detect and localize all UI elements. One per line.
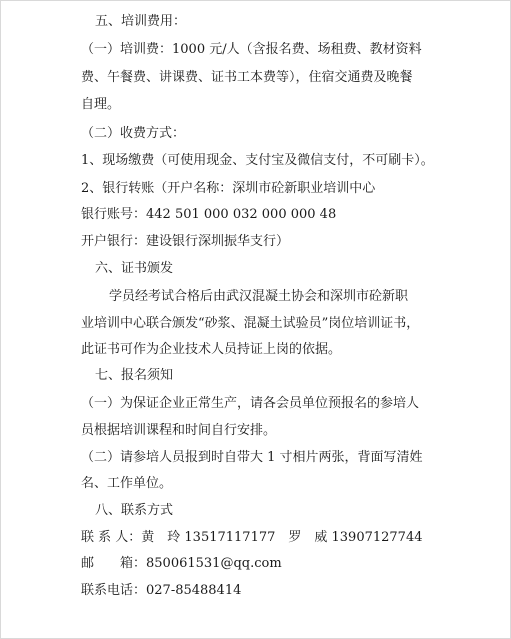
certificate-paragraph-3: 此证书可作为企业技术人员持证上岗的依据。 bbox=[81, 342, 342, 357]
section-heading-fees: 五、培训费用： bbox=[95, 14, 187, 29]
fee-amount-line: （一）培训费：1000 元/人（含报名费、场租费、教材资料 bbox=[81, 42, 422, 57]
certificate-paragraph-2: 业培训中心联合颁发“砂浆、混凝土试验员”岗位培训证书， bbox=[81, 316, 420, 331]
section-heading-certificate: 六、证书颁发 bbox=[95, 261, 174, 276]
payment-methods-heading: （二）收费方式： bbox=[81, 126, 186, 141]
fee-amount-line-cont: 费、午餐费、讲课费、证书工本费等），住宿交通费及晚餐 bbox=[81, 70, 413, 85]
section-heading-contact: 八、联系方式 bbox=[95, 503, 174, 518]
fee-amount-line-end: 自理。 bbox=[81, 97, 121, 112]
onsite-payment-line: 1、现场缴费（可使用现金、支付宝及微信支付，不可刷卡）。 bbox=[81, 153, 434, 168]
contact-persons-line: 联 系 人：黄 玲 13517117177 罗 威 13907127744 bbox=[81, 530, 423, 545]
bank-transfer-line: 2、银行转账（开户名称：深圳市砼新职业培训中心 bbox=[81, 181, 376, 196]
bank-account-line: 银行账号：442 501 000 032 000 000 48 bbox=[81, 207, 337, 222]
certificate-paragraph-1: 学员经考试合格后由武汉混凝土协会和深圳市砼新职 bbox=[109, 289, 409, 304]
bank-name-line: 开户银行：建设银行深圳振华支行） bbox=[81, 234, 290, 249]
registration-note-1: （一）为保证企业正常生产，请各会员单位预报名的参培人 bbox=[81, 396, 420, 411]
registration-note-1-cont: 员根据培训课程和时间自行安排。 bbox=[81, 423, 277, 438]
contact-phone-line: 联系电话：027-85488414 bbox=[81, 583, 242, 598]
section-heading-registration: 七、报名须知 bbox=[95, 368, 174, 383]
registration-note-2: （二）请参培人员报到时自带大 1 寸相片两张，背面写清姓 bbox=[81, 450, 423, 465]
registration-note-2-cont: 名、工作单位。 bbox=[81, 476, 173, 491]
contact-email-line: 邮 箱：850061531@qq.com bbox=[81, 556, 282, 571]
